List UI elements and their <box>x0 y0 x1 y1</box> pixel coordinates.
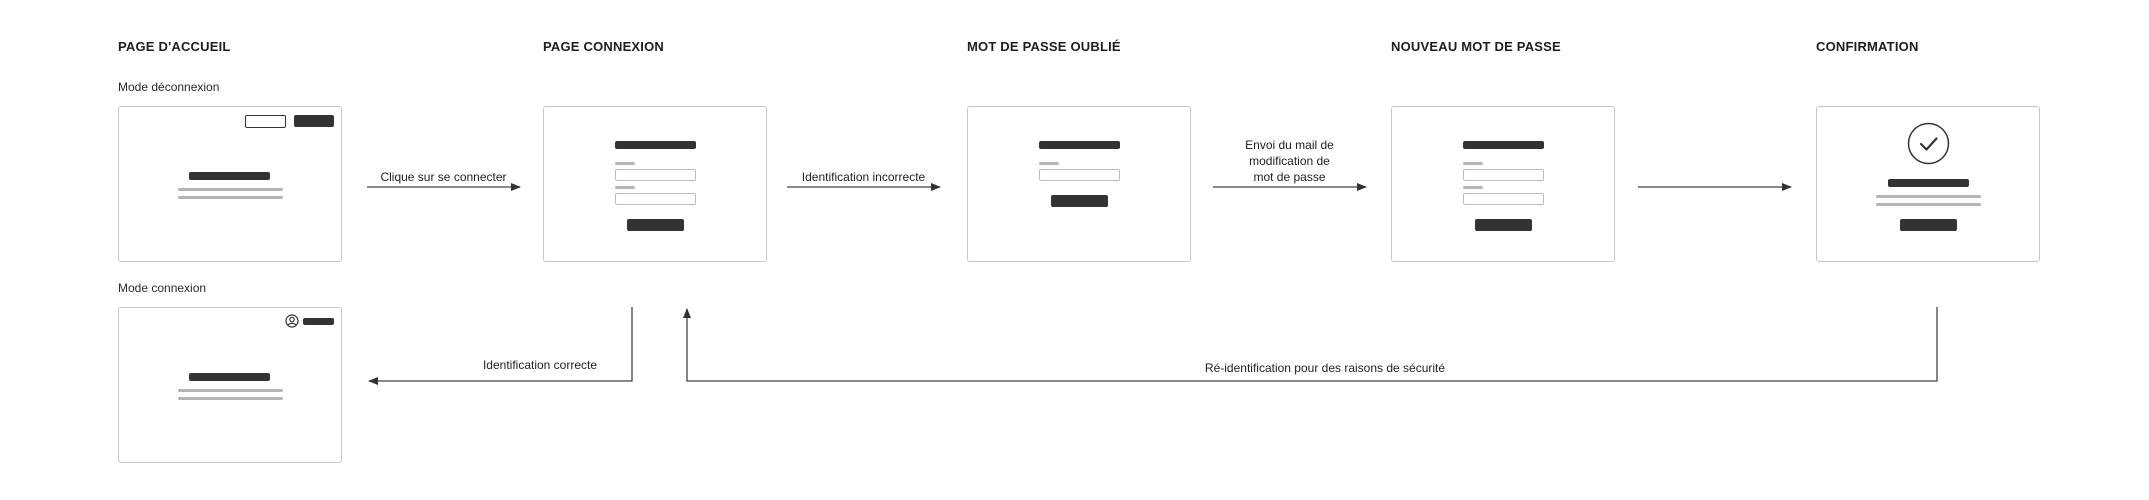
mode-label-logged-in: Mode connexion <box>118 281 207 295</box>
label-send-mail-line: Envoi du mail de <box>1245 138 1334 152</box>
label-send-mail-line: modification de <box>1249 154 1330 168</box>
column-title-new-password: NOUVEAU MOT DE PASSE <box>1391 39 1561 54</box>
label-send-mail-line: mot de passe <box>1253 170 1326 184</box>
mode-label-logged-out: Mode déconnexion <box>118 80 220 94</box>
label-correct-login: Identification correcte <box>482 358 598 372</box>
label-wrong-login: Identification incorrecte <box>801 170 926 184</box>
column-title-forgot-password: MOT DE PASSE OUBLIÉ <box>967 39 1121 54</box>
column-title-login: PAGE CONNEXION <box>543 39 665 54</box>
column-title-home: PAGE D'ACCUEIL <box>118 39 231 54</box>
column-title-confirmation: CONFIRMATION <box>1816 39 1919 54</box>
label-click-connect: Clique sur se connecter <box>380 170 507 184</box>
label-reauth: Ré-identification pour des raisons de sécurité <box>1204 361 1446 375</box>
label-send-mail <box>1213 137 1366 185</box>
